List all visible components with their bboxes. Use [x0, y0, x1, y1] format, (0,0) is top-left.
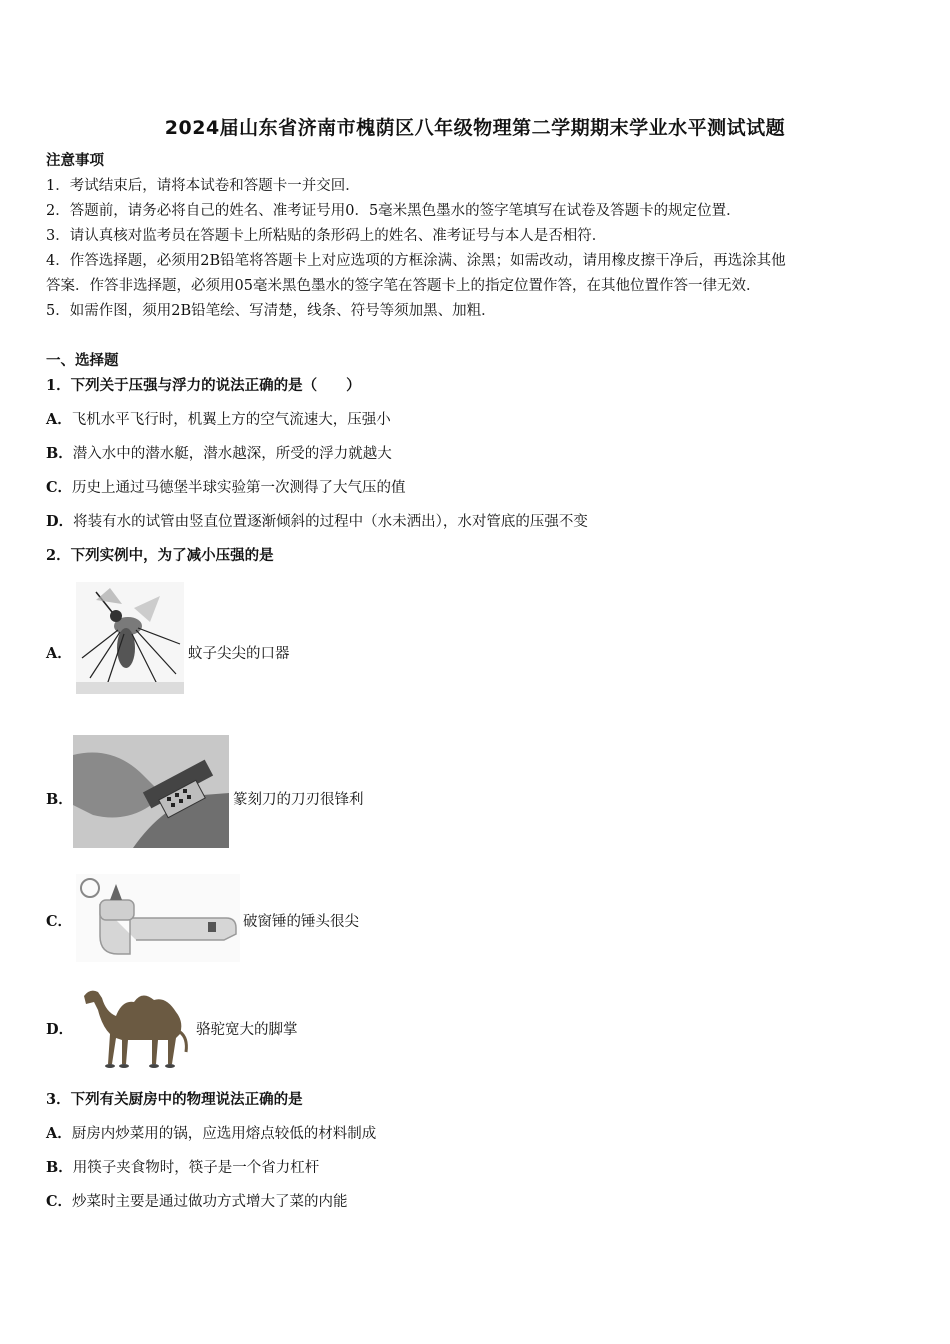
option-text: 炒菜时主要是通过做功方式增大了菜的内能 — [72, 1194, 348, 1210]
option-letter: B． — [46, 1159, 73, 1176]
question-2-option-c-text: 破窗锤的锤头很尖 — [243, 914, 359, 930]
question-3-option-c — [46, 1192, 348, 1212]
option-letter: C． — [46, 1193, 73, 1210]
option-text: 潜入水中的潜水艇，潜水越深，所受的浮力就越大 — [72, 446, 392, 462]
option-text: 历史上通过马德堡半球实验第一次测得了大气压的值 — [72, 480, 406, 496]
safety-hammer-icon — [76, 874, 240, 962]
mosquito-icon — [76, 582, 184, 694]
option-letter: A． — [46, 411, 72, 428]
question-2-stem: 2．下列实例中，为了减小压强的是 — [46, 547, 274, 564]
question-2-option-a-letter: A． — [46, 645, 72, 662]
notice-heading: 注意事项 — [46, 152, 104, 169]
question-1-option-b — [46, 444, 392, 464]
question-3-option-b — [46, 1158, 319, 1178]
option-letter: A． — [46, 1125, 72, 1142]
notice-item: 答案．作答非选择题，必须用05毫米黑色墨水的签字笔在答题卡上的指定位置作答，在其他位置作答一律无效． — [46, 278, 761, 294]
question-2-option-b-letter: B． — [46, 791, 73, 808]
notice-item: 1．考试结束后，请将本试卷和答题卡一并交回． — [46, 178, 360, 194]
question-2-option-d-letter: D． — [46, 1021, 74, 1038]
question-3-option-a — [46, 1124, 376, 1144]
option-text: 用筷子夹食物时，筷子是一个省力杠杆 — [72, 1160, 320, 1176]
question-1-option-c — [46, 478, 406, 498]
notice-item: 3．请认真核对监考员在答题卡上所粘贴的条形码上的姓名、准考证号与本人是否相符． — [46, 228, 607, 244]
question-2-option-d-text: 骆驼宽大的脚掌 — [196, 1022, 298, 1038]
option-letter: B． — [46, 445, 73, 462]
question-2-option-b-text: 篆刻刀的刀刃很锋利 — [233, 792, 364, 808]
option-letter: C． — [46, 479, 73, 496]
carving-knife-icon — [73, 735, 229, 848]
question-2-option-c-letter: C． — [46, 913, 73, 930]
notice-item: 5．如需作图，须用2B铅笔绘、写清楚，线条、符号等须加黑、加粗． — [46, 303, 496, 319]
question-3-stem: 3．下列有关厨房中的物理说法正确的是 — [46, 1091, 303, 1108]
option-text: 飞机水平飞行时，机翼上方的空气流速大，压强小 — [71, 412, 391, 428]
notice-item: 4．作答选择题，必须用2B铅笔将答题卡上对应选项的方框涂满、涂黑；如需改动，请用橡皮擦干净后，再选涂其他 — [46, 253, 786, 269]
question-1-option-d — [46, 512, 588, 532]
notice-item: 2．答题前，请务必将自己的姓名、准考证号用0．5毫米黑色墨水的签字笔填写在试卷及答题卡的规定位置． — [46, 203, 741, 219]
page-title: 2024届山东省济南市槐荫区八年级物理第二学期期末学业水平测试试题 — [164, 117, 786, 139]
question-1-stem: 1．下列关于压强与浮力的说法正确的是（ ） — [46, 377, 361, 394]
section-heading: 一、选择题 — [46, 352, 119, 369]
camel-icon — [76, 982, 192, 1068]
question-1-option-a — [46, 410, 391, 430]
option-text: 厨房内炒菜用的锅，应选用熔点较低的材料制成 — [71, 1126, 377, 1142]
question-2-option-a-text: 蚊子尖尖的口器 — [188, 646, 290, 662]
option-text: 将装有水的试管由竖直位置逐渐倾斜的过程中（水未洒出），水对管底的压强不变 — [73, 514, 588, 530]
option-letter: D． — [46, 513, 74, 530]
